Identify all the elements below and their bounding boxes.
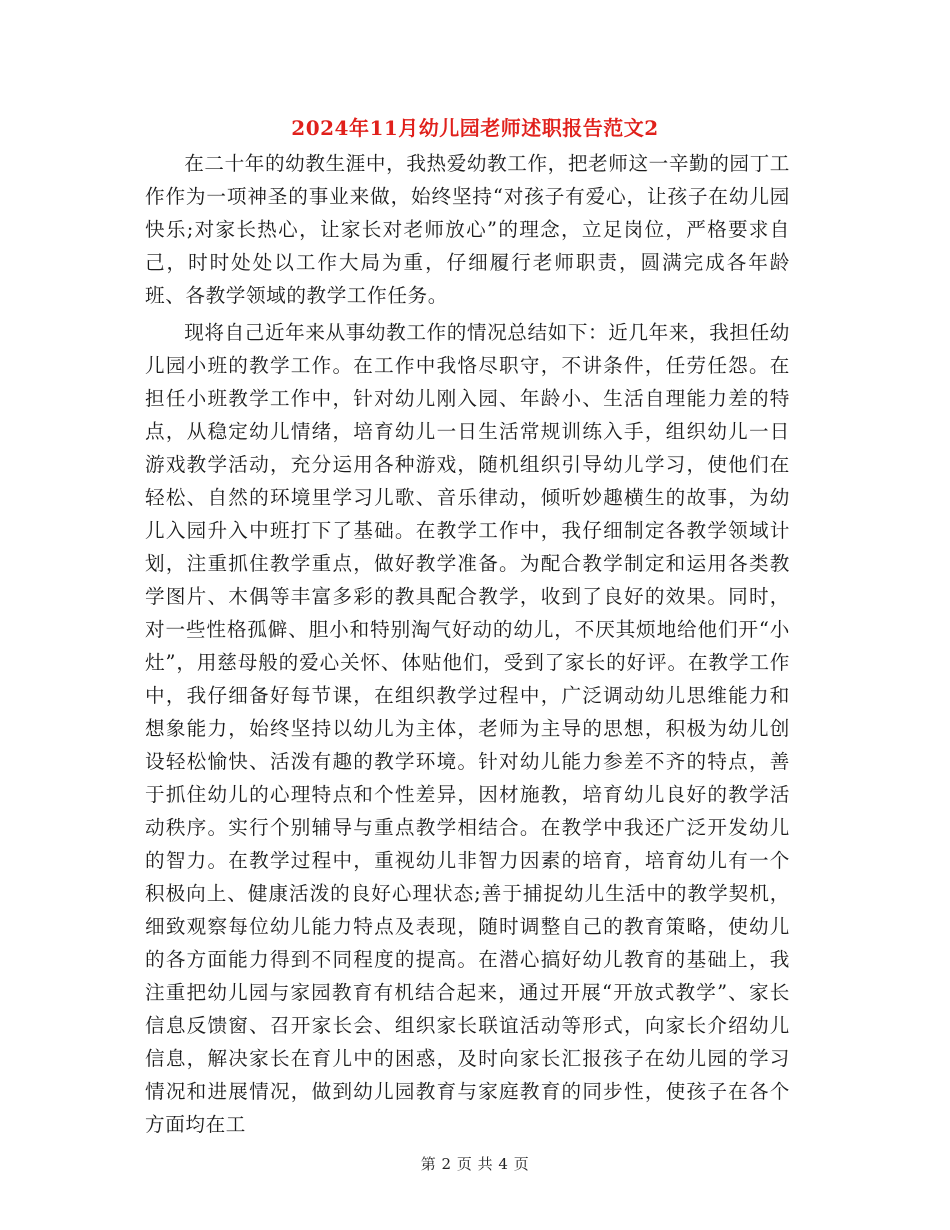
page-number-label: 第 2 页 共 4 页 [420, 1155, 530, 1173]
paragraph-intro: 在二十年的幼教生涯中，我热爱幼教工作，把老师这一辛勤的园丁工作作为一项神圣的事业来做，始终坚持“对孩子有爱心，让孩子在幼儿园快乐;对家长热心，让家长对老师放心”的理念，立足岗位，严格要求自己，时时处处以工作大局为重，仔细履行老师职责，圆满完成各年龄班、各教学领域的教学工作任务。 [145, 152, 790, 307]
document-body [145, 147, 790, 1141]
paragraph-summary: 现将自己近年来从事幼教工作的情况总结如下：近几年来，我担任幼儿园小班的教学工作。在工作中我恪尽职守，不讲条件，任劳任怨。在担任小班教学工作中，针对幼儿刚入园、年龄小、生活自理能力差的特点，从稳定幼儿情绪，培育幼儿一日生活常规训练入手，组织幼儿一日游戏教学活动，充分运用各种游戏，随机组织引导幼儿学习，使他们在轻松、自然的环境里学习儿歌、音乐律动，倾听妙趣横生的故事，为幼儿入园升入中班打下了基础。在教学工作中，我仔细制定各教学领域计划，注重抓住教学重点，做好教学准备。为配合教学制定和运用各类教学图片、木偶等丰富多彩的教具配合教学，收到了良好的效果。同时，对一些性格孤僻、胆小和特别淘气好动的幼儿，不厌其烦地给他们开“小灶”，用慈母般的爱心关怀、体贴他们，受到了家长的好评。在教学工作中，我仔细备好每节课，在组织教学过程中，广泛调动幼儿思维能力和想象能力，始终坚持以幼儿为主体，老师为主导的思想，积极为幼儿创设轻松愉快、活泼有趣的教学环境。针对幼儿能力参差不齐的特点，善于抓住幼儿的心理特点和个性差异，因材施教，培育幼儿良好的教学活动秩序。实行个别辅导与重点教学相结合。在教学中我还广泛开发幼儿的智力。在教学过程中，重视幼儿非智力因素的培育，培育幼儿有一个积极向上、健康活泼的良好心理状态;善于捕捉幼儿生活中的教学契机，细致观察每位幼儿能力特点及表现，随时调整自己的教育策略，使幼儿的各方面能力得到不同程度的提高。在潜心搞好幼儿教育的基础上，我注重把幼儿园与家园教育有机结合起来，通过开展“开放式教学”、家长信息反馈窗、召开家长会、组织家长联谊活动等形式，向家长介绍幼儿信息，解决家长在育儿中的困惑，及时向家长汇报孩子在幼儿园的学习情况和进展情况，做到幼儿园教育与家庭教育的同步性，使孩子在各个方面均在工 [145, 321, 790, 1136]
page-footer [0, 1153, 950, 1174]
document-title: 2024年11月幼儿园老师述职报告范文2 [291, 116, 659, 140]
